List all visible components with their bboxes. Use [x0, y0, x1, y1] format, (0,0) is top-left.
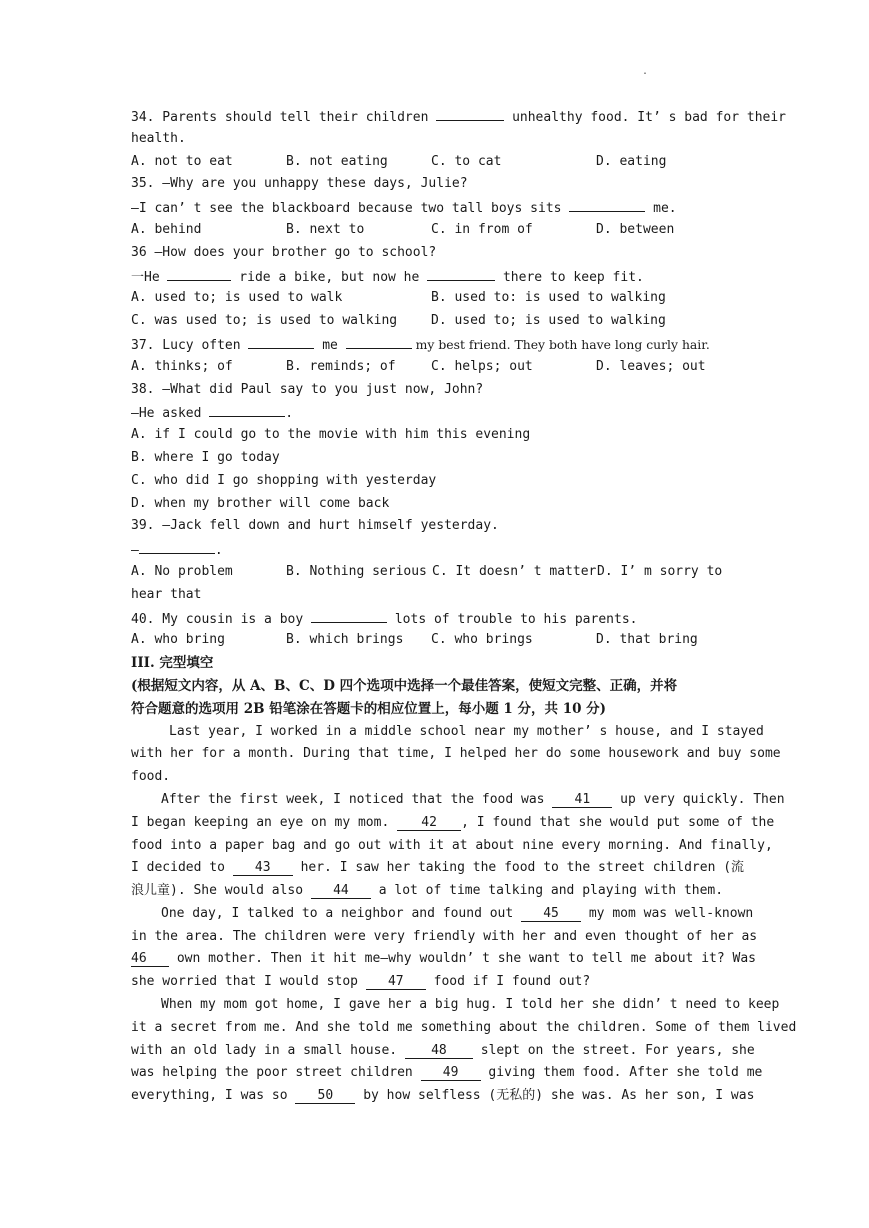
blank-50: 50	[295, 1088, 355, 1104]
blank-47: 47	[366, 974, 426, 990]
answer-blank	[436, 105, 504, 121]
blank-46: 46	[131, 951, 169, 967]
passage-line: Last year, I worked in a middle school near my mother’ s house, and I stayed	[169, 723, 764, 739]
question-38-cont: —He asked .	[131, 401, 737, 424]
option-b: B. where I go today	[131, 449, 280, 465]
passage-line: with her for a month. During that time, I helped her do some housework and buy some	[131, 746, 781, 762]
passage-line: 46 own mother. Then it hit me—why wouldn’ t she want to tell me about it? Was	[131, 951, 756, 967]
passage-line: it a secret from me. And she told me something about the children. Some of them lived	[131, 1019, 797, 1035]
question-38: 38. —What did Paul say to you just now, John?	[131, 381, 484, 397]
answer-blank	[346, 333, 412, 349]
option-a: A. if I could go to the movie with him this evening	[131, 427, 531, 443]
question-35-options	[131, 219, 737, 242]
question-35-cont: —I can’ t see the blackboard because two tall boys sits me.	[131, 196, 737, 219]
answer-blank	[248, 333, 314, 349]
option-a: A. thinks; of	[131, 358, 233, 374]
option-d: D. eating	[596, 153, 667, 169]
passage-line: When my mom got home, I gave her a big hug. I told her she didn’ t need to keep	[161, 997, 780, 1013]
option-d: D. leaves; out	[596, 358, 706, 374]
passage-line: I began keeping an eye on my mom. 42 , I found that she would put some of the	[131, 814, 775, 830]
question-39: 39. —Jack fell down and hurt himself yesterday.	[131, 518, 499, 534]
blank-48: 48	[405, 1043, 473, 1059]
blank-43: 43	[233, 860, 293, 876]
option-b: B. used to: is used to walking	[431, 290, 666, 306]
passage-line: 浪儿童). She would also 44 a lot of time talking and playing with them.	[131, 883, 724, 899]
question-39-option-d-cont: hear that	[131, 586, 202, 602]
question-36-options-cd	[131, 310, 737, 333]
question-40-options	[131, 629, 737, 652]
question-36-cont: 一He ride a bike, but now he there to keep fit.	[131, 265, 737, 288]
blank-44: 44	[311, 883, 371, 899]
option-b: B. Nothing serious	[286, 563, 427, 579]
option-c: C. who did I go shopping with yesterday	[131, 472, 437, 488]
passage-line: was helping the poor street children 49 giving them food. After she told me	[131, 1065, 763, 1081]
option-b: B. which brings	[286, 632, 404, 648]
passage-line: food.	[131, 769, 171, 785]
answer-blank	[427, 265, 495, 281]
blank-41: 41	[552, 792, 612, 808]
question-37-options	[131, 356, 737, 379]
option-b: B. next to	[286, 221, 365, 237]
passage-line: in the area. The children were very friendly with her and even thought of her as	[131, 928, 758, 944]
passage-line: After the first week, I noticed that the food was 41 up very quickly. Then	[161, 791, 785, 807]
passage-line: she worried that I would stop 47 food if I found out?	[131, 974, 591, 990]
passage-line: everything, I was so 50 by how selfless (无私的) she was. As her son, I was	[131, 1088, 755, 1104]
section-title: III. 完型填空	[131, 655, 214, 672]
passage-line: food into a paper bag and go out with it at about nine every morning. And finally,	[131, 837, 773, 853]
option-c: C. who brings	[431, 632, 533, 648]
option-b: B. reminds; of	[286, 358, 396, 374]
question-34-cont: health.	[131, 130, 186, 146]
option-d: D. when my brother will come back	[131, 495, 390, 511]
passage-line: I decided to 43 her. I saw her taking the food to the street children (流	[131, 860, 745, 876]
answer-blank	[209, 401, 285, 417]
question-34: 34. Parents should tell their children unhealthy food. It’ s bad for their	[131, 105, 737, 128]
blank-45: 45	[521, 906, 581, 922]
option-a: A. who bring	[131, 632, 225, 648]
option-c: C. in from of	[431, 221, 533, 237]
exam-content	[131, 105, 797, 1108]
question-36-options-ab	[131, 287, 737, 310]
question-39-options	[131, 561, 737, 584]
option-a: A. No problem	[131, 563, 233, 579]
option-a: A. not to eat	[131, 153, 233, 169]
blank-42: 42	[397, 815, 461, 831]
answer-blank	[569, 196, 645, 212]
question-39-cont: — .	[131, 538, 737, 561]
option-d: D. that bring	[596, 632, 698, 648]
answer-blank	[167, 265, 231, 281]
option-d: D. between	[596, 221, 675, 237]
option-d: D. used to; is used to walking	[431, 313, 666, 329]
question-35: 35. —Why are you unhappy these days, Julie?	[131, 176, 468, 192]
question-40: 40. My cousin is a boy lots of trouble to his parents.	[131, 607, 737, 630]
answer-blank	[139, 538, 215, 554]
option-c: C. to cat	[431, 153, 502, 169]
option-c: C. It doesn’ t matter	[432, 563, 597, 579]
section-instructions-line2: 符合题意的选项用 2B 铅笔涂在答题卡的相应位置上，每小题 1 分，共 10 分)	[131, 700, 607, 717]
question-36: 36 —How does your brother go to school?	[131, 244, 437, 260]
question-34-options	[131, 151, 737, 174]
option-a: A. used to; is used to walk	[131, 290, 343, 306]
question-37: 37. Lucy often me my best friend. They both have long curly hair.	[131, 333, 737, 356]
passage-line: with an old lady in a small house. 48 slept on the street. For years, she	[131, 1042, 755, 1058]
option-b: B. not eating	[286, 153, 388, 169]
option-a: A. behind	[131, 221, 202, 237]
passage-line: One day, I talked to a neighbor and found out 45 my mom was well-known	[161, 905, 754, 921]
option-d: D. I’ m sorry to	[597, 563, 723, 579]
option-c: C. was used to; is used to walking	[131, 313, 398, 329]
blank-49: 49	[421, 1065, 481, 1081]
page-mark: .	[642, 66, 649, 77]
option-c: C. helps; out	[431, 358, 533, 374]
answer-blank	[311, 607, 387, 623]
section-instructions-line1: (根据短文内容，从 A、B、C、D 四个选项中选择一个最佳答案，使短文完整、正确，并将	[131, 677, 678, 694]
